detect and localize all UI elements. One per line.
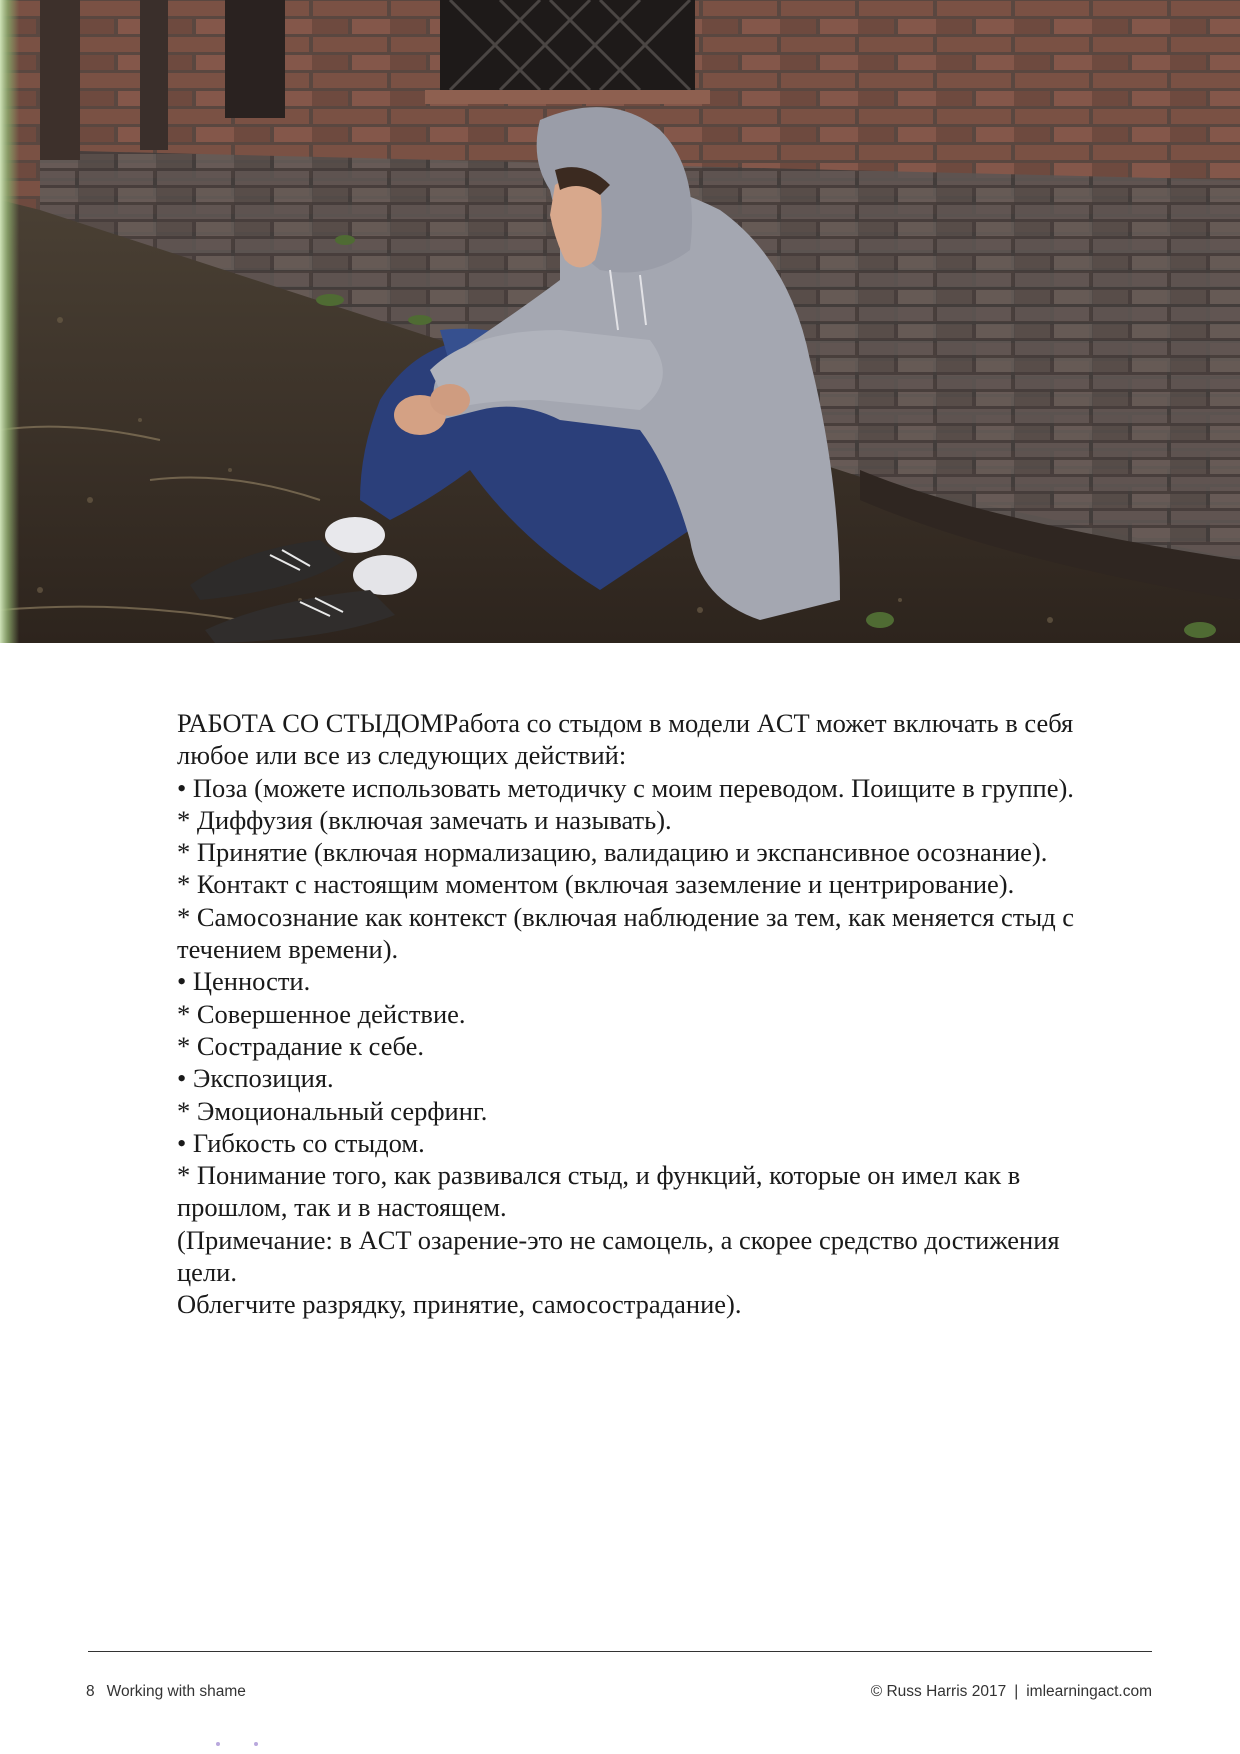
article-line: * Принятие (включая нормализацию, валидацию и экспансивное осознание). (177, 837, 1048, 868)
article-line: * Самосознание как контекст (включая наблюдение за тем, как меняется стыд с (177, 901, 1075, 932)
footer-separator: | (1014, 1683, 1019, 1700)
article-line: • Экспозиция. (177, 1063, 334, 1094)
page-number: 8 (86, 1683, 95, 1700)
article-line: • Ценности. (177, 966, 311, 997)
article-line: (Примечание: в ACT озарение-это не самоцель, а скорее средство достижения (177, 1224, 1060, 1255)
article-line: • Поза (можете использовать методичку с моим переводом. Поищите в группе). (177, 772, 1074, 803)
article-line: цели. (177, 1257, 237, 1288)
decorative-dots (216, 1742, 266, 1750)
article-line: любое или все из следующих действий: (177, 740, 627, 771)
article-line: • Гибкость со стыдом. (177, 1127, 425, 1158)
copyright-text: © Russ Harris 2017 (870, 1683, 1007, 1700)
article-body (177, 707, 1187, 1321)
article-line: течением времени). (177, 934, 399, 965)
article-line: * Диффузия (включая замечать и называть). (177, 804, 672, 835)
section-title: Working with shame (106, 1683, 246, 1700)
article-line: прошлом, так и в настоящем. (177, 1192, 507, 1223)
dot (216, 1742, 220, 1746)
article-line: Облегчите разрядку, принятие, самосострадание). (177, 1289, 742, 1320)
website-link[interactable]: imlearningact.com (1026, 1683, 1152, 1700)
hero-photo (0, 0, 1240, 643)
article-line: * Совершенное действие. (177, 998, 466, 1029)
footer-divider (88, 1651, 1152, 1652)
article-line: * Понимание того, как развивался стыд, и функций, которые он имел как в (177, 1160, 1021, 1191)
footer-left (86, 1683, 246, 1701)
article-line: * Сострадание к себе. (177, 1030, 425, 1061)
article-line: * Контакт с настоящим моментом (включая заземление и центрирование). (177, 869, 1015, 900)
footer-right (871, 1683, 1152, 1701)
article-line: РАБОТА СО СТЫДОМРабота со стыдом в модели ACT может включать в себя (177, 708, 1074, 738)
article-line: * Эмоциональный серфинг. (177, 1095, 488, 1126)
dot (254, 1742, 258, 1746)
